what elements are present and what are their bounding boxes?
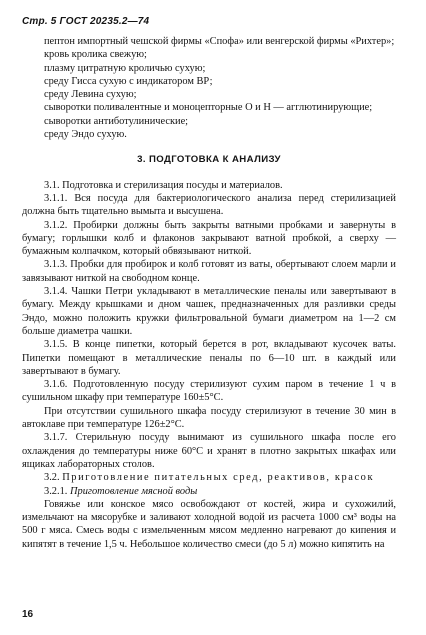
paragraph: При отсутствии сушильного шкафа посуду стерилизуют в течение 30 мин в автоклаве при температуре 126±2°С.	[22, 405, 396, 431]
page-header: Стр. 5 ГОСТ 20235.2—74	[22, 16, 150, 27]
paragraph: 3.1.1. Вся посуда для бактериологического анализа перед стерилизацией должна быть тщательно вымыта и высушена.	[22, 192, 396, 218]
subsection-title: Приготовление питательных сред, реактивов, красок	[62, 472, 375, 484]
section-title: 3. ПОДГОТОВКА К АНАЛИЗУ	[137, 154, 281, 166]
subsubsection-title: Приготовление мясной воды	[70, 485, 198, 497]
paragraph: 3.1.6. Подготовленную посуду стерилизуют сухим паром в течение 1 ч в сушильном шкафу при температуре 160±5°С.	[22, 379, 396, 404]
document-body	[22, 35, 396, 551]
list-item: плазму цитратную кроличью сухую;	[44, 62, 206, 74]
intro-line: пептон импортный чешской фирмы «Спофа» или венгерской фирмы «Рихтер»;	[44, 36, 395, 47]
list-item: среду Эндо сухую.	[44, 129, 127, 141]
list-item: среду Гисса сухую с индикатором ВР;	[44, 75, 213, 87]
paragraph: 3.1.5. В конце пипетки, который берется в рот, вкладывают кусочек ваты. Пипетки помещают в металлические пеналы по 6—10 шт. в каждый или завертывают в бумагу.	[22, 339, 396, 377]
subsection-number: 3.2.	[44, 472, 60, 484]
subsubsection-heading	[22, 485, 396, 498]
subsection-heading	[22, 471, 396, 484]
list-item: сыворотки антиботулинические;	[44, 115, 189, 127]
paragraph: 3.1.7. Стерильную посуду вынимают из сушильного шкафа после его охлаждения до температуры ниже 60°С и хранят в плотно закрытых шкафах или ящиках лабораторных столов.	[22, 432, 396, 470]
list-item: кровь кролика свежую;	[44, 49, 147, 61]
list-item: сыворотки поливалентные и моноцепторные О и Н — агглютинирующие;	[44, 102, 373, 114]
list-item: среду Левина сухую;	[44, 89, 137, 101]
paragraph: Говяжье или конское мясо освобождают от костей, жира и сухожилий, измельчают на мясорубке и заливают холодной водой из расчета 1000 см³ воды на 500 г мяса. Смесь воды с измельченным мясом медленно нагревают до кипения и кипятят в течение 1,5 ч. Небольшое количество смеси (до 5 л) можно кипятить на	[22, 498, 396, 550]
paragraph: 3.1.4. Чашки Петри укладывают в металлические пеналы или завертывают в бумагу. Между крышками и дном чашек, предназначенных для разливки среды Эндо, можно положить кружки фильтровальной бумаги диаметром на 1—2 см больше диаметра чашки.	[22, 286, 396, 337]
paragraph: 3.1.2. Пробирки должны быть закрыты ватными пробками и завернуты в бумагу; горлышки колб и флаконов закрывают ватной пробкой, а сверху — бумажным колпачком, который обвязывают ниткой.	[22, 219, 396, 258]
paragraph: 3.1.3. Пробки для пробирок и колб готовят из ваты, обертывают слоем марли и завязывают ниткой на свободном конце.	[22, 259, 396, 284]
paragraph: 3.1. Подготовка и стерилизация посуды и материалов.	[44, 179, 283, 191]
subsubsection-number: 3.2.1.	[44, 485, 68, 497]
page-number: 16	[22, 609, 34, 620]
